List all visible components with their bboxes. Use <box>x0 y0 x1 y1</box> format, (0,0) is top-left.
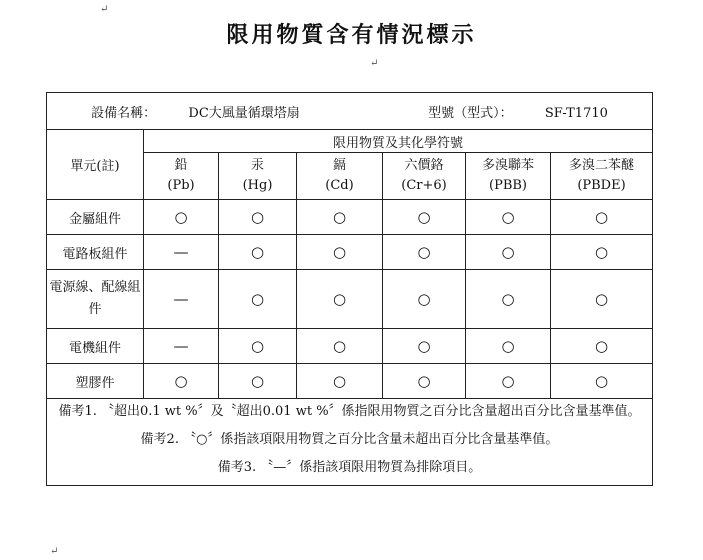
value-cell: — <box>173 243 189 261</box>
value-cell: ○ <box>501 337 515 355</box>
value-cell: ○ <box>417 290 431 308</box>
value-cell: ○ <box>594 372 609 390</box>
unit-cell: 金屬組件 <box>47 200 144 235</box>
substance-header: 鎘 (Cd) <box>297 153 383 200</box>
value-cell: ○ <box>250 208 265 226</box>
note-2: 備考2. 〝○〞係指該項限用物質之百分比含量未超出百分比含量基準值。 <box>140 432 559 447</box>
paragraph-mark: ↵ <box>100 4 109 15</box>
value-cell: ○ <box>594 243 609 261</box>
value-cell: ○ <box>594 337 609 355</box>
table-row <box>47 329 653 364</box>
value-cell: ○ <box>501 208 515 226</box>
value-cell: ○ <box>417 208 431 226</box>
note-3: 備考3. 〝—〞係指該項限用物質為排除項目。 <box>217 460 482 475</box>
value-cell: ○ <box>501 290 515 308</box>
substance-header: 多溴聯苯 (PBB) <box>466 153 551 200</box>
substance-header: 多溴二苯醚 (PBDE) <box>551 153 653 200</box>
table-row <box>47 235 653 270</box>
value-cell: ○ <box>332 243 347 261</box>
equipment-name-label: 設備名稱： <box>91 105 157 121</box>
page-title: 限用物質含有情況標示 <box>226 22 477 48</box>
unit-cell: 電機組件 <box>47 329 144 364</box>
table-row <box>47 200 653 235</box>
value-cell: ○ <box>332 290 347 308</box>
substances-header: 限用物質及其化學符號 <box>144 130 653 153</box>
value-cell: ○ <box>332 208 347 226</box>
value-cell: ○ <box>501 243 515 261</box>
restricted-substances-table <box>46 92 653 486</box>
value-cell: — <box>173 337 189 355</box>
unit-cell: 電路板組件 <box>47 235 144 270</box>
value-cell: ○ <box>417 243 431 261</box>
paragraph-mark: ↵ <box>370 58 379 69</box>
equipment-name-value: DC大風量循環塔扇 <box>188 105 300 121</box>
value-cell: ○ <box>250 372 265 390</box>
value-cell: ○ <box>250 290 265 308</box>
equipment-info-cell <box>47 93 653 130</box>
table-row <box>47 270 653 329</box>
value-cell: ○ <box>332 337 347 355</box>
value-cell: ○ <box>174 372 188 390</box>
value-cell: ○ <box>501 372 515 390</box>
unit-cell: 塑膠件 <box>47 364 144 399</box>
model-label: 型號（型式）： <box>428 105 513 121</box>
note-1: 備考1. 〝超出0.1 wt %〞及〝超出0.01 wt %〞係指限用物質之百分比含量超出百分比含量基準值。 <box>58 404 641 419</box>
value-cell: ○ <box>250 243 265 261</box>
substance-header: 六價鉻 (Cr+6) <box>383 153 466 200</box>
value-cell: ○ <box>594 208 609 226</box>
value-cell: ○ <box>174 208 188 226</box>
unit-header: 單元(註) <box>47 130 144 200</box>
value-cell: ○ <box>250 337 265 355</box>
value-cell: — <box>173 290 189 308</box>
table-row <box>47 364 653 399</box>
value-cell: ○ <box>417 337 431 355</box>
substance-header: 鉛 (Pb) <box>144 153 219 200</box>
value-cell: ○ <box>332 372 347 390</box>
paragraph-mark: ↵ <box>50 546 59 557</box>
notes-cell <box>47 399 653 486</box>
value-cell: ○ <box>417 372 431 390</box>
substance-header: 汞 (Hg) <box>219 153 297 200</box>
model-value: SF-T1710 <box>544 105 608 121</box>
value-cell: ○ <box>594 290 609 308</box>
unit-cell: 電源線、配線組件 <box>47 270 144 329</box>
